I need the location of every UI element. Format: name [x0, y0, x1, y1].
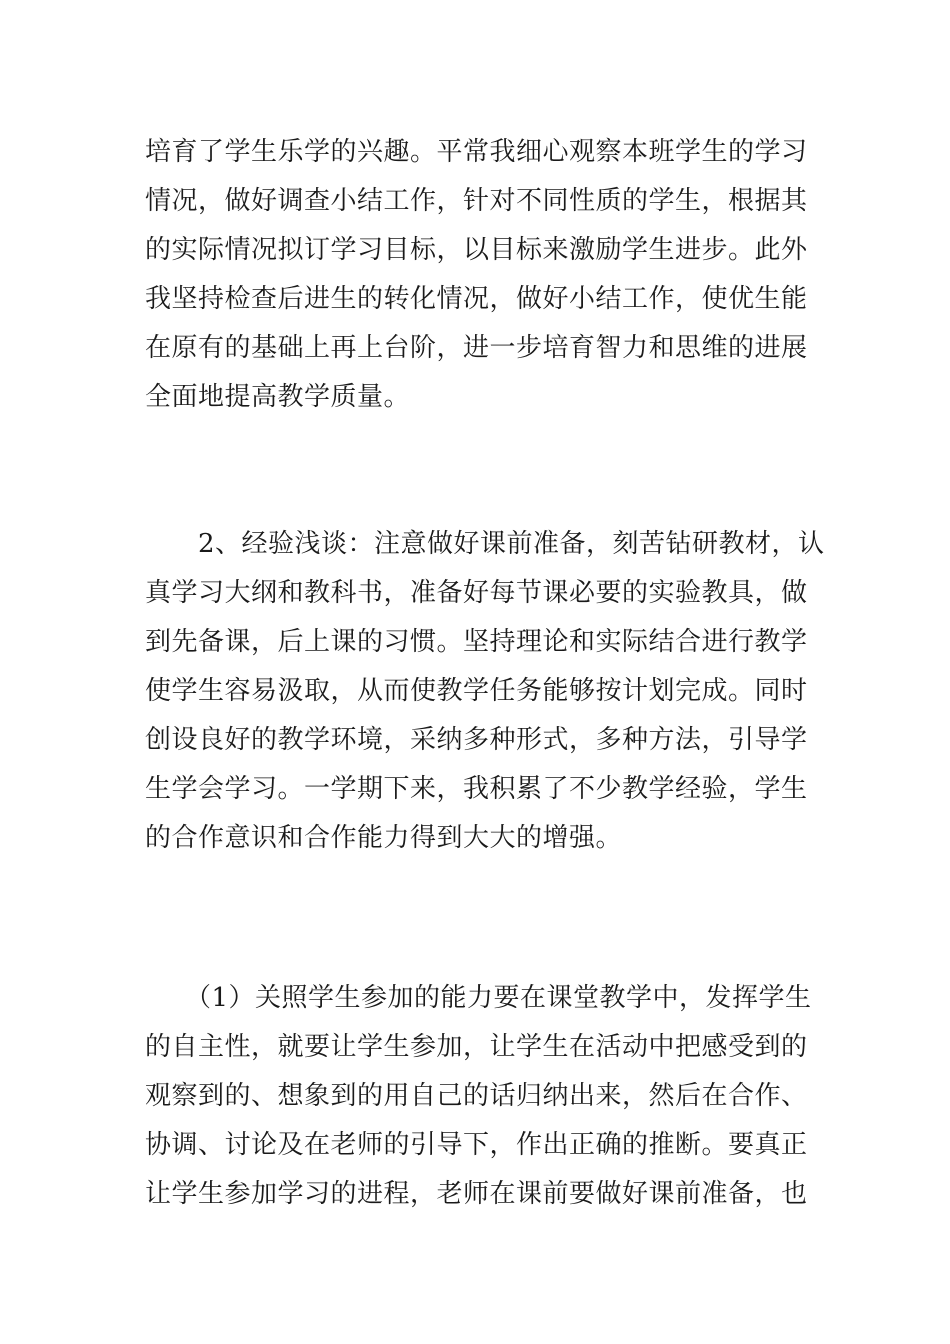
paragraph-experience [145, 520, 825, 863]
text-line: 培育了学生乐学的兴趣。平常我细心观察本班学生的学习 [145, 137, 808, 167]
text-line: 观察到的、想象到的用自己的话归纳出来，然后在合作、 [145, 1081, 808, 1111]
text-line: 我坚持检查后进生的转化情况，做好小结工作，使优生能 [145, 284, 808, 314]
text-line: 协调、讨论及在老师的引导下，作出正确的推断。要真正 [145, 1130, 808, 1160]
text-line: 的合作意识和合作能力得到大大的增强。 [145, 823, 623, 853]
text-line: 生学会学习。一学期下来，我积累了不少教学经验，学生 [145, 774, 808, 804]
paragraph-student-participation [145, 974, 812, 1219]
text-line: 到先备课，后上课的习惯。坚持理论和实际结合进行教学 [145, 627, 808, 657]
text-line: 情况，做好调查小结工作，针对不同性质的学生，根据其 [145, 186, 808, 216]
text-line: 创设良好的教学环境，采纳多种形式，多种方法，引导学 [145, 725, 808, 755]
text-line: 全面地提高教学质量。 [145, 382, 411, 412]
text-line: 的实际情况拟订学习目标，以目标来激励学生进步。此外 [145, 235, 808, 265]
text-line: 让学生参加学习的进程，老师在课前要做好课前准备，也 [145, 1179, 808, 1209]
text-line: （1）关照学生参加的能力要在课堂教学中，发挥学生 [145, 983, 812, 1013]
text-line: 2、经验浅谈：注意做好课前准备，刻苦钻研教材，认 [145, 529, 825, 559]
text-line: 在原有的基础上再上台阶，进一步培育智力和思维的进展 [145, 333, 808, 363]
text-line: 真学习大纲和教科书，准备好每节课必要的实验教具，做 [145, 578, 808, 608]
text-line: 使学生容易汲取，从而使教学任务能够按计划完成。同时 [145, 676, 808, 706]
paragraph-teaching-summary [145, 128, 808, 422]
text-line: 的自主性，就要让学生参加，让学生在活动中把感受到的 [145, 1032, 808, 1062]
